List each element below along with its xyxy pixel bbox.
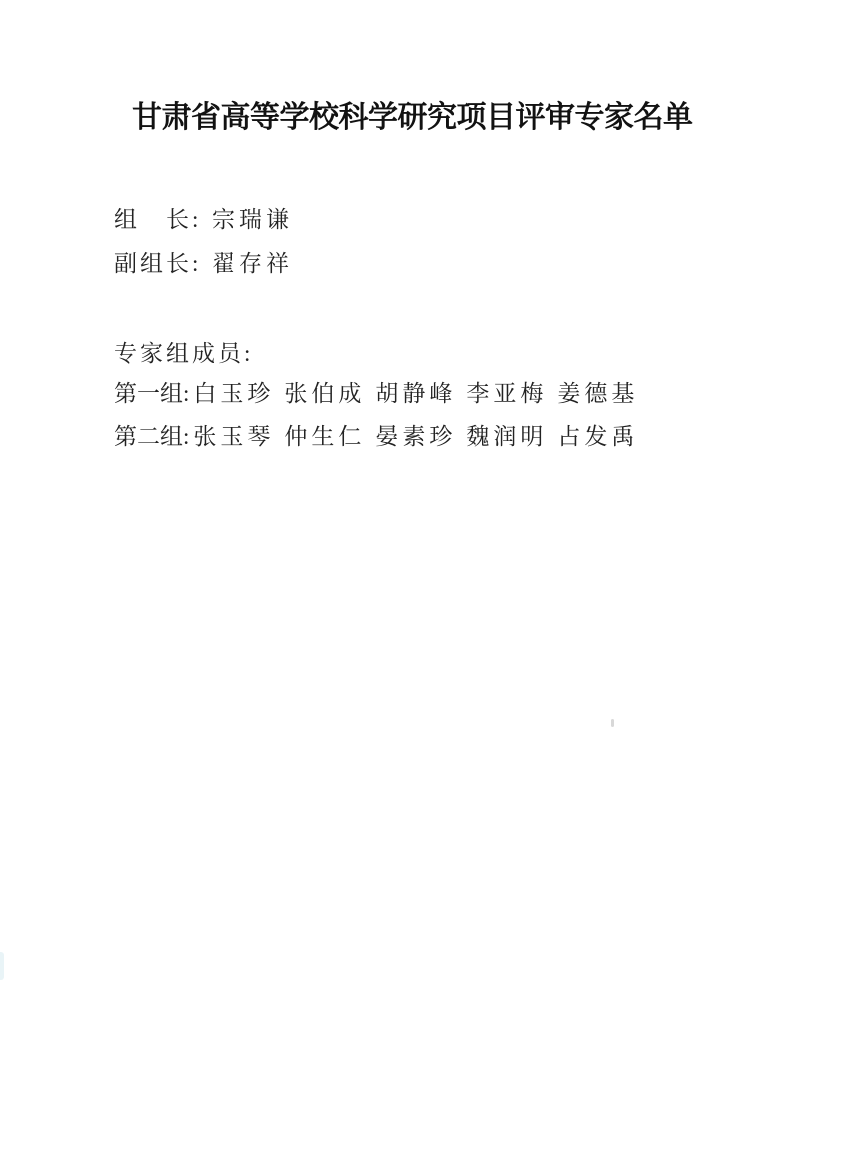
expert-name: 张伯成 <box>284 381 366 406</box>
scan-edge-artifact <box>0 952 4 980</box>
expert-name: 张玉琴 <box>193 424 275 449</box>
expert-name: 李亚梅 <box>466 381 548 406</box>
deputy-leader-name: 翟存祥 <box>212 251 293 276</box>
leader-name: 宗瑞谦 <box>212 207 293 232</box>
expert-name: 白玉珍 <box>193 381 275 406</box>
group-one-label: 第一组: <box>114 381 190 406</box>
leader-line <box>114 207 293 233</box>
scan-speck-artifact <box>611 719 614 727</box>
expert-name: 胡静峰 <box>375 381 457 406</box>
group-one-line <box>114 381 638 407</box>
members-heading: 专家组成员: <box>114 341 254 366</box>
deputy-leader-line <box>114 251 293 277</box>
group-two-line <box>114 424 638 450</box>
group-one-names <box>193 381 638 407</box>
group-two-label: 第二组: <box>114 424 190 449</box>
leader-label: 组 长: <box>114 207 202 232</box>
expert-name: 仲生仁 <box>284 424 366 449</box>
group-two-names <box>193 424 638 450</box>
deputy-leader-label: 副组长: <box>114 251 202 276</box>
expert-name: 占发禹 <box>557 424 639 449</box>
document-title: 甘肃省高等学校科学研究项目评审专家名单 <box>132 101 693 134</box>
expert-name: 晏素珍 <box>375 424 457 449</box>
expert-name: 姜德基 <box>557 381 639 406</box>
expert-name: 魏润明 <box>466 424 548 449</box>
